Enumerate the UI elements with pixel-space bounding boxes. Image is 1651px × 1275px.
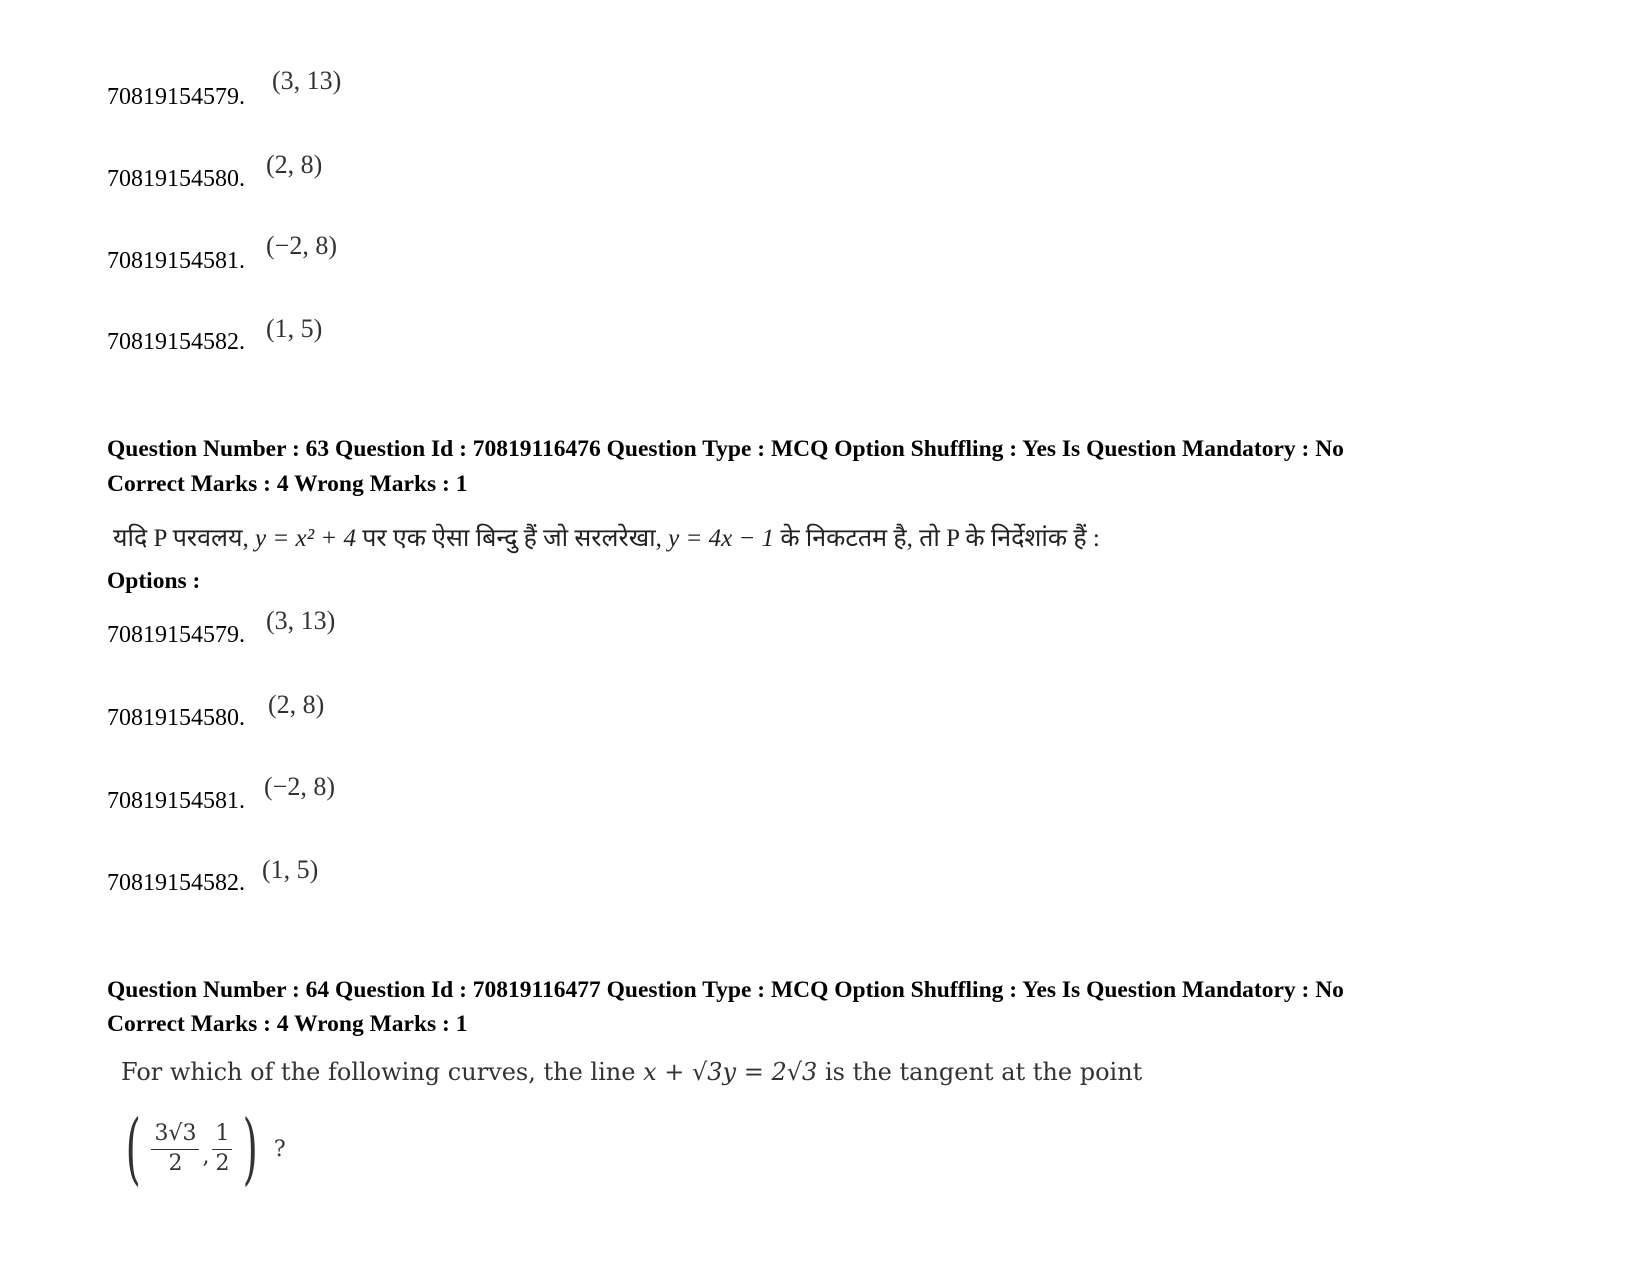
denominator: 2 [215, 1150, 230, 1176]
numerator: 3√3 [151, 1122, 199, 1149]
option-value: (3, 13) [272, 66, 342, 95]
point-expression [118, 1104, 286, 1194]
option-id: 70819154579. [107, 84, 245, 110]
option-id: 70819154581. [107, 248, 245, 274]
option-value: (−2, 8) [266, 231, 337, 260]
option-value: (2, 8) [266, 150, 323, 179]
option-value: (2, 8) [268, 690, 325, 719]
comma: , [202, 1143, 210, 1169]
marks-line: Correct Marks : 4 Wrong Marks : 1 [107, 471, 468, 497]
fraction [151, 1122, 199, 1175]
question-text [113, 520, 1100, 554]
option-id: 70819154580. [107, 166, 245, 192]
option-value: (3, 13) [266, 606, 336, 635]
option-id: 70819154582. [107, 870, 245, 896]
question-header: Question Number : 63 Question Id : 70819116476 Question Type : MCQ Option Shuffling : Yes Is Question Mandatory : No [107, 436, 1344, 462]
marks-line: Correct Marks : 4 Wrong Marks : 1 [107, 1011, 468, 1037]
option-id: 70819154579. [107, 622, 245, 648]
question-text-part: पर एक ऐसा बिन्दु हैं जो सरलरेखा, [355, 525, 669, 552]
option-id: 70819154582. [107, 329, 245, 355]
option-id: 70819154581. [107, 788, 245, 814]
question-text-part: For which of the following curves, the line [121, 1058, 644, 1086]
math-expression: y = x² + 4 [255, 525, 356, 552]
math-expression: y = 4x − 1 [668, 525, 775, 552]
left-paren: ( [125, 1104, 141, 1194]
option-id: 70819154580. [107, 705, 245, 731]
question-text-part: यदि P परवलय, [113, 525, 256, 552]
options-label: Options : [107, 568, 201, 594]
fraction [212, 1122, 232, 1175]
numerator: 1 [212, 1122, 232, 1149]
right-paren: ) [243, 1104, 259, 1194]
question-text-part: के निकटतम है, तो P के निर्देशांक हैं : [774, 525, 1100, 552]
denominator: 2 [168, 1150, 183, 1176]
option-value: (−2, 8) [264, 772, 335, 801]
option-value: (1, 5) [266, 314, 323, 343]
math-expression: x + √3y = 2√3 [643, 1058, 818, 1086]
question-mark: ? [273, 1136, 286, 1162]
question-header: Question Number : 64 Question Id : 70819116477 Question Type : MCQ Option Shuffling : Yes Is Question Mandatory : No [107, 977, 1344, 1003]
question-text-part: is the tangent at the point [817, 1058, 1143, 1086]
question-text [121, 1058, 1142, 1086]
option-value: (1, 5) [262, 855, 319, 884]
